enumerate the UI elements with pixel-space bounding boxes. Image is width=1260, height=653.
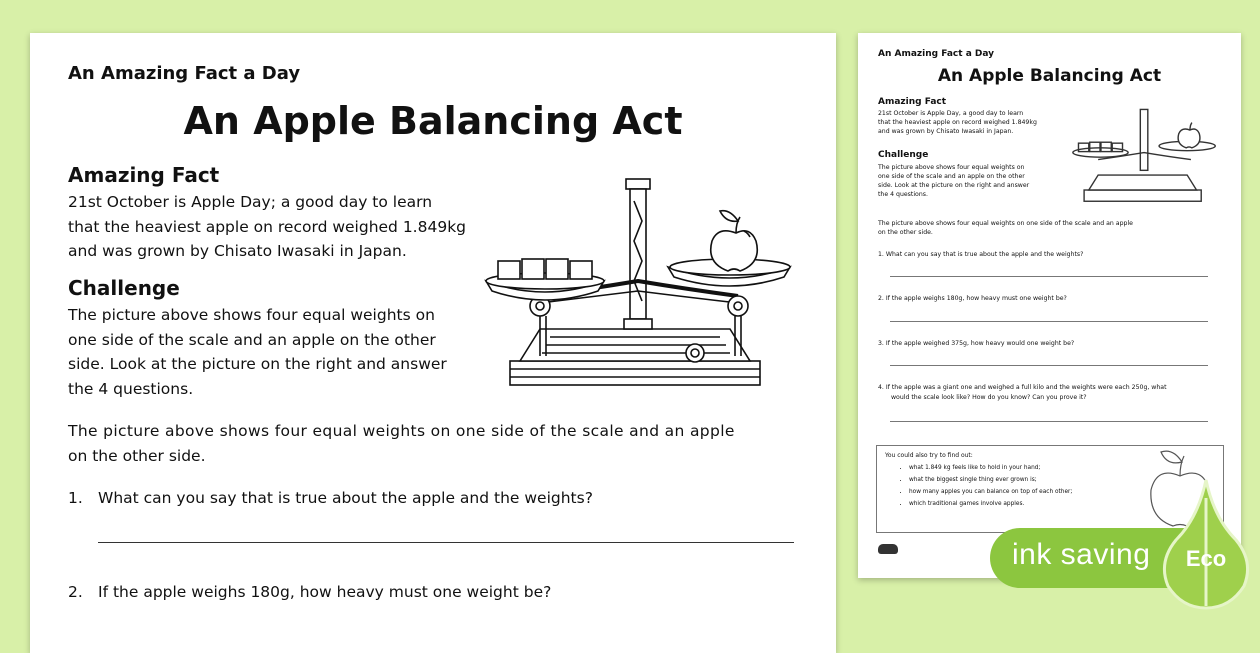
series-title: An Amazing Fact a Day (68, 63, 301, 84)
thumb-challenge-line: one side of the scale and an apple on the other (878, 173, 1025, 180)
thumb-answer-line (890, 421, 1208, 422)
thumb-balance-scale (1070, 101, 1220, 205)
intro-line: on the other side. (68, 446, 206, 465)
question-text: If the apple weighs 180g, how heavy must one weight be? (98, 583, 552, 601)
question-number: 1. (68, 489, 83, 507)
thumb-question-4-cont: would the scale look like? How do you know? Can you prove it? (891, 394, 1087, 401)
publisher-logo (878, 544, 898, 554)
thumb-title: An Apple Balancing Act (937, 66, 1162, 86)
thumb-intro-text (878, 219, 1223, 237)
thumb-challenge-line: The picture above shows four equal weights on (878, 164, 1025, 171)
worksheet-page (30, 33, 836, 653)
thumb-fact-line: 21st October is Apple Day, a good day to learn (878, 110, 1024, 117)
thumb-intro-line: on the other side. (878, 229, 933, 236)
question-2 (68, 583, 551, 601)
fact-line: and was grown by Chisato Iwasaki in Japan. (68, 242, 407, 260)
thumb-fact-text (878, 109, 1037, 136)
challenge-line: side. Look at the picture on the right and answer (68, 355, 447, 373)
thumb-box-item: • which traditional games involve apples. (909, 498, 1139, 510)
thumb-box-list (899, 462, 1139, 510)
thumb-box-item: • what 1.849 kg feels like to hold in your hand; (909, 462, 1139, 474)
fact-line: 21st October is Apple Day; a good day to learn (68, 193, 433, 211)
intro-text (68, 419, 803, 468)
thumb-challenge-line: the 4 questions. (878, 191, 928, 198)
thumb-fact-heading: Amazing Fact (878, 97, 947, 107)
thumb-question-1: 1. What can you say that is true about the apple and the weights? (878, 251, 1084, 258)
thumb-fact-line: and was grown by Chisato Iwasaki in Japan. (878, 128, 1014, 135)
thumb-intro-line: The picture above shows four equal weights on one side of the scale and an apple (878, 220, 1133, 227)
challenge-text (68, 303, 447, 401)
challenge-line: one side of the scale and an apple on the other (68, 330, 436, 349)
question-text: What can you say that is true about the apple and the weights? (98, 489, 593, 507)
thumb-box-intro: You could also try to find out: (885, 452, 973, 459)
page-title: An Apple Balancing Act (183, 99, 683, 143)
thumb-series-title: An Amazing Fact a Day (878, 49, 995, 59)
answer-line[interactable] (98, 542, 794, 543)
thumb-question-4: 4. If the apple was a giant one and weighed a full kilo and the weights were each 250g, what (878, 384, 1167, 391)
question-1 (68, 489, 593, 507)
fact-heading: Amazing Fact (68, 163, 220, 187)
thumb-box-item: • how many apples you can balance on top of each other; (909, 486, 1139, 498)
fact-line: that the heaviest apple on record weighed 1.849kg (68, 217, 467, 236)
challenge-line: the 4 questions. (68, 379, 194, 398)
challenge-heading: Challenge (68, 276, 180, 300)
fact-text (68, 190, 466, 264)
thumb-challenge-line: side. Look at the picture on the right and answer (878, 182, 1030, 189)
thumb-answer-line (890, 365, 1208, 366)
thumb-challenge-heading: Challenge (878, 150, 929, 160)
thumb-box-item: • what the biggest single thing ever grown is; (909, 474, 1139, 486)
eco-label: Eco (1185, 546, 1227, 571)
challenge-line: The picture above shows four equal weights on (68, 306, 435, 324)
question-number: 2. (68, 583, 83, 601)
thumb-challenge-text (878, 163, 1029, 199)
thumb-fact-line: that the heaviest apple on record weighed 1.849kg (878, 119, 1037, 126)
thumb-question-3: 3. If the apple weighed 375g, how heavy would one weight be? (878, 340, 1075, 347)
thumb-question-2: 2. If the apple weighs 180g, how heavy must one weight be? (878, 295, 1067, 302)
ink-saving-label: ink saving (1012, 538, 1151, 571)
thumb-answer-line (890, 276, 1208, 277)
balance-scale-illustration (480, 171, 800, 393)
thumb-answer-line (890, 321, 1208, 322)
intro-line: The picture above shows four equal weights on one side of the scale and an apple (68, 422, 735, 440)
eco-leaf-icon (1158, 478, 1254, 610)
